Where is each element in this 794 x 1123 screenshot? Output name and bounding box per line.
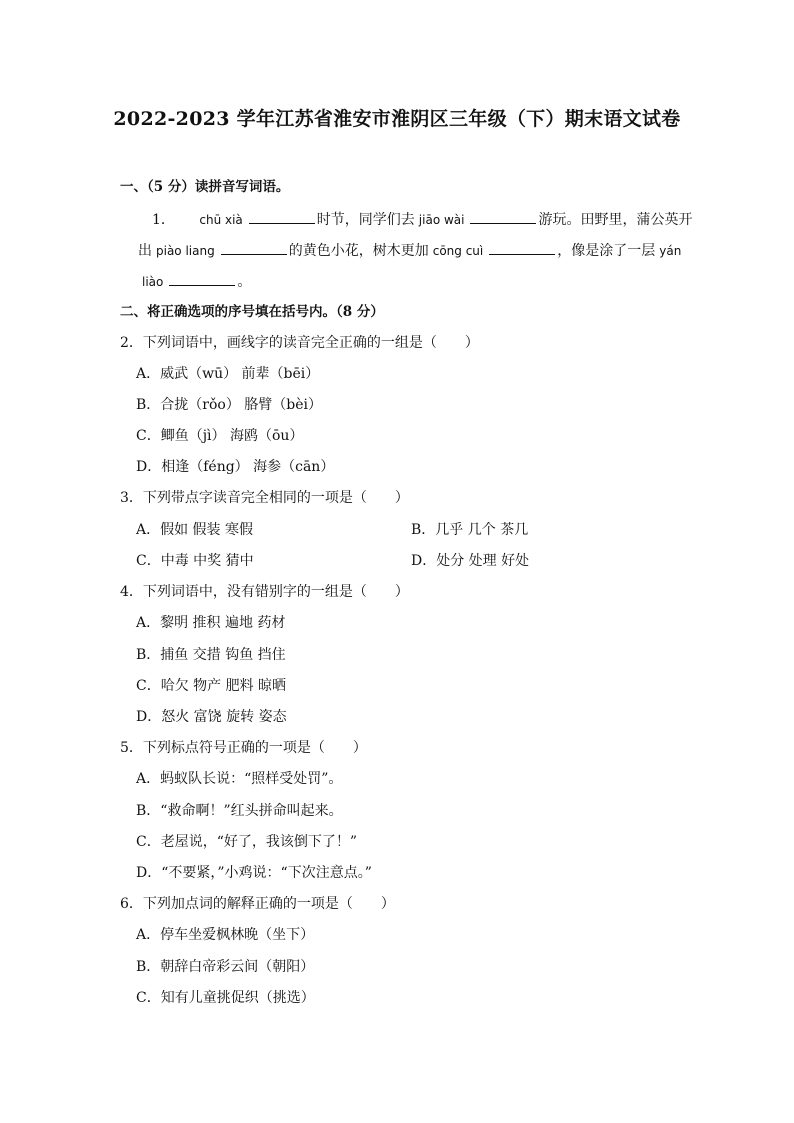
q4-option-b: B．捕鱼 交措 钩鱼 挡住 (136, 647, 286, 663)
q1-line3 (138, 272, 251, 291)
q4-option-a: A．黎明 推积 遍地 药材 (136, 615, 286, 631)
question-text: 时节，同学们去 (316, 212, 415, 228)
pinyin-prompt: cōng cuì (432, 244, 484, 258)
q6-option-a: A．停车坐爱枫林晚（坐下） (136, 927, 315, 943)
q2-option-d: D．相逢（féng） 海参（cān） (136, 459, 335, 475)
answer-blank (249, 210, 315, 224)
q1-line1-content (195, 212, 692, 228)
page-title: 2022-2023 学年江苏省淮安市淮阴区三年级（下）期末语文试卷 (113, 108, 681, 130)
section1-heading: 一、（5 分）读拼音写词语。 (120, 179, 290, 195)
section2-heading: 二、将正确选项的序号填在括号内。（8 分） (120, 304, 384, 320)
answer-blank (489, 241, 555, 255)
q4-stem: 4．下列词语中，没有错别字的一组是（ ） (120, 584, 409, 600)
question-text: 。 (237, 274, 252, 290)
q1-line1 (152, 210, 692, 229)
question-text: 出 (138, 243, 152, 259)
q3-option-b: B．几乎 几个 茶几 (411, 522, 529, 538)
answer-blank (221, 241, 287, 255)
pinyin-prompt: liào (142, 275, 164, 289)
q3-option-d: D．处分 处理 好处 (411, 553, 530, 569)
q1-line3-content (138, 274, 251, 290)
q6-option-b: B．朝辞白帝彩云间（朝阳） (136, 959, 315, 975)
q2-stem: 2．下列词语中，画线字的读音完全正确的一组是（ ） (120, 335, 479, 351)
q5-option-b: B．“救命啊！”红头拼命叫起来。 (136, 803, 343, 819)
q5-stem: 5．下列标点符号正确的一项是（ ） (120, 740, 367, 756)
q2-option-b: B．合拢（rǒo） 胳臂（bèi） (136, 397, 323, 413)
q4-option-c: C．哈欠 物产 肥料 晾晒 (136, 678, 287, 694)
q5-option-c: C．老屋说，“好了，我该倒下了！” (136, 834, 358, 850)
pinyin-prompt: jiāo wài (418, 213, 465, 227)
q3-stem: 3．下列带点字读音完全相同的一项是（ ） (120, 490, 409, 506)
question-text: ，像是涂了一层 (557, 243, 656, 259)
question-text: 游玩。田野里，蒲公英开 (538, 212, 693, 228)
q5-option-d: D．“不要紧，”小鸡说：“下次注意点。” (136, 865, 372, 881)
q1-line2-content (138, 243, 685, 259)
pinyin-prompt: piào liang (156, 244, 215, 258)
pinyin-prompt: yán (659, 244, 682, 258)
answer-blank (169, 272, 235, 286)
q3-option-a: A．假如 假装 寒假 (136, 522, 254, 538)
question-text: 的黄色小花，树木更加 (288, 243, 429, 259)
answer-blank (470, 210, 536, 224)
q5-option-a: A．蚂蚁队长说：“照样受处罚”。 (136, 771, 343, 787)
q2-option-c: C．鲫鱼（jì） 海鸥（ōu） (136, 428, 304, 444)
q6-stem: 6．下列加点词的解释正确的一项是（ ） (120, 896, 395, 912)
q6-option-c: C．知有儿童挑促织（挑选） (136, 990, 315, 1006)
q4-option-d: D．怒火 富饶 旋转 姿态 (136, 709, 287, 725)
q1-number: 1． (152, 212, 175, 228)
q1-line2 (138, 241, 685, 260)
q2-option-a: A．威武（wū） 前辈（bēi） (136, 366, 320, 382)
q3-option-c: C．中毒 中奖 猜中 (136, 553, 254, 569)
pinyin-prompt: chū xià (199, 213, 243, 227)
